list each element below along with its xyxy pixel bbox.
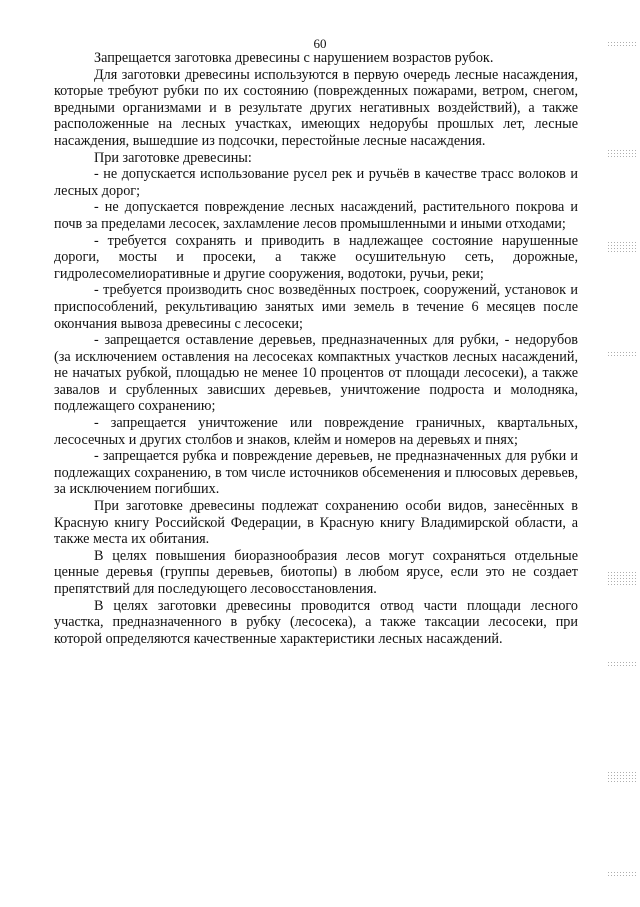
scan-artifact — [608, 570, 638, 587]
list-item: - запрещается оставление деревьев, предназначенных для рубки, - недорубов (за исключением оставления на лесосеках компактных участков лесных насаждений, не начатых рубкой, площадью не менее 10 процентов от площади лесосеки), а также завалов и срубленных зависших деревьев, уничтожение подроста и молодняка, подлежащего сохранению; — [54, 332, 578, 415]
scan-artifact — [608, 770, 638, 784]
scan-artifact — [608, 148, 638, 159]
list-item: - запрещается рубка и повреждение деревьев, не предназначенных для рубки и подлежащих сохранению, в том числе источников обсеменения и плюсовых деревьев, за исключением погибших. — [54, 448, 578, 498]
paragraph: При заготовке древесины: — [94, 149, 252, 166]
paragraph: Для заготовки древесины используются в первую очередь лесные насаждения, которые требуют рубки по их состоянию (поврежденных пожарами, ветром, снегом, вредными организмами и в результате других негативных воздействий), а также расположенные на лесных участках, имеющих недорубы прошлых лет, лесные насаждения, вышедшие из подсочки, перестойные лесные насаждения. — [54, 66, 578, 149]
scan-artifact — [608, 350, 638, 358]
paragraph: Запрещается заготовка древесины с нарушением возрастов рубок. — [94, 50, 494, 66]
document-body — [54, 50, 578, 647]
scan-artifact — [608, 240, 638, 254]
scan-artifact — [608, 870, 638, 878]
paragraph: При заготовке древесины подлежат сохранению особи видов, занесённых в Красную книгу Российской Федерации, в Красную книгу Владимирской области, а также места их обитания. — [54, 498, 578, 548]
list-item: - не допускается повреждение лесных насаждений, растительного покрова и почв за пределами лесосек, захламление лесов промышленными и иными отходами; — [54, 199, 578, 232]
list-item: - не допускается использование русел рек и ручьёв в качестве трасс волоков и лесных дорог; — [54, 166, 578, 199]
page-number: 60 — [313, 36, 327, 51]
paragraph: В целях заготовки древесины проводится отвод части площади лесного участка, предназначенного в рубку (лесосека), а также таксации лесосеки, при которой определяются качественные характеристики лесных насаждений. — [54, 597, 578, 647]
list-item: - требуется производить снос возведённых построек, сооружений, установок и приспособлений, рекультивацию занятых ими земель в течение 6 месяцев после окончания вывоза древесины с лесосеки; — [54, 282, 578, 332]
list-item: - запрещается уничтожение или повреждение граничных, квартальных, лесосечных и других столбов и знаков, клейм и номеров на деревьях и пнях; — [54, 415, 578, 448]
list-item: - требуется сохранять и приводить в надлежащее состояние нарушенные дороги, мосты и просеки, а также осушительную сеть, дорожные, гидролесомелиоративные и другие сооружения, водотоки, ручьи, реки; — [54, 232, 578, 282]
paragraph: В целях повышения биоразнообразия лесов могут сохраняться отдельные ценные деревья (группы деревьев, биотопы) в любом ярусе, если это не создает препятствий для последующего лесовосстановления. — [54, 547, 578, 597]
scan-artifact — [608, 660, 638, 668]
